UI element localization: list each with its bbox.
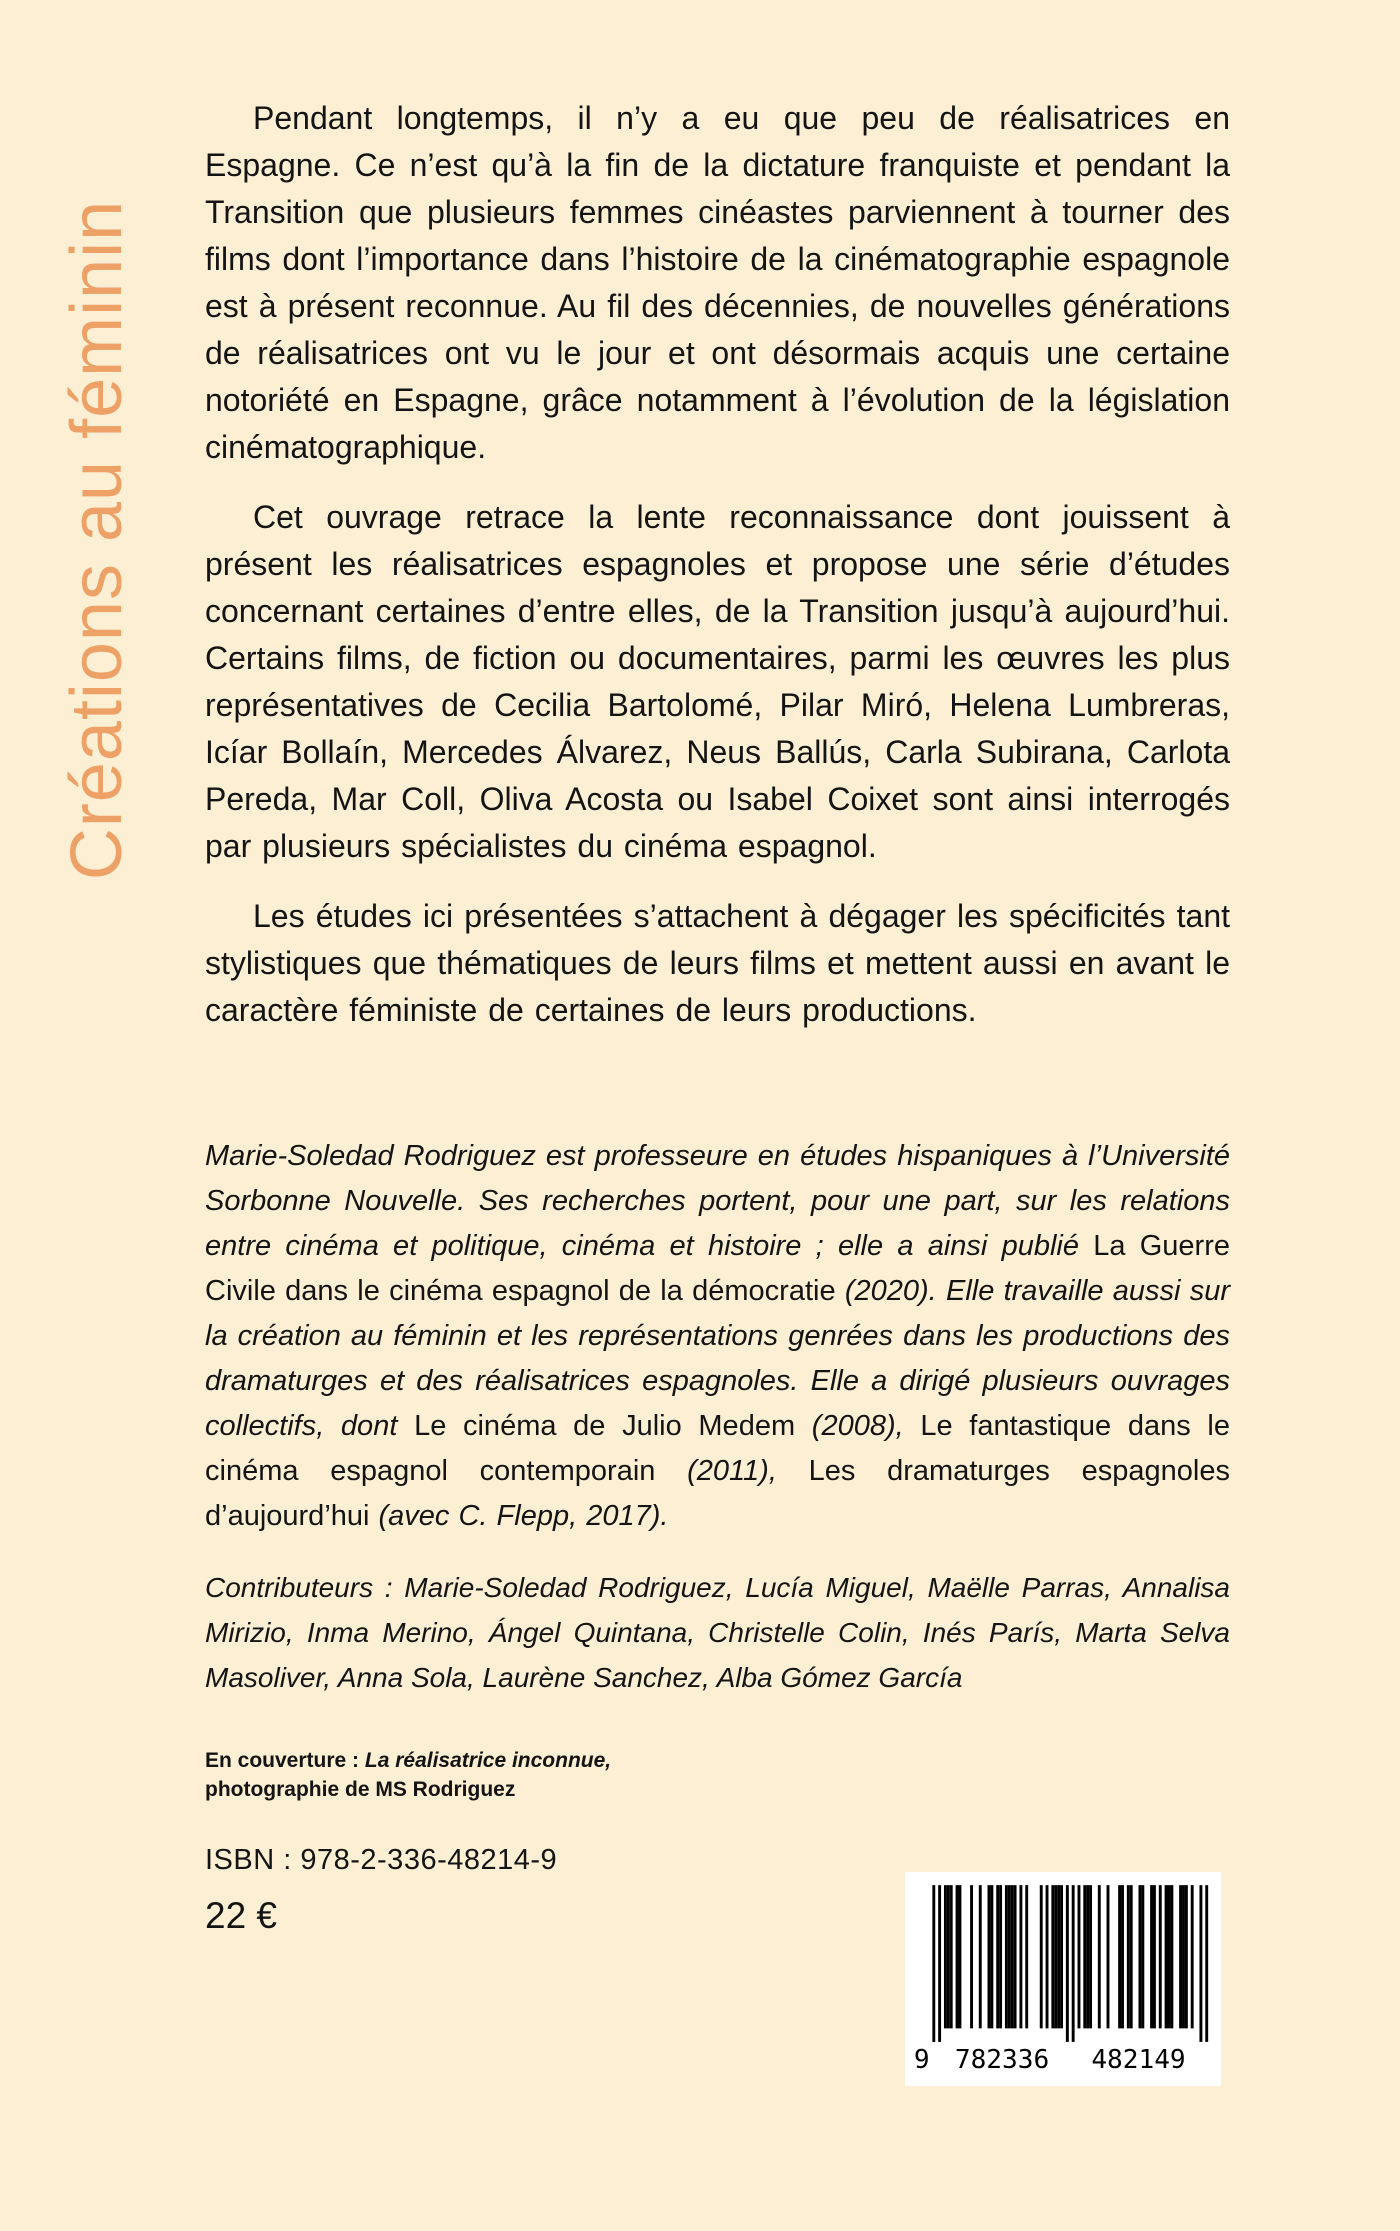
text-segment: La réalisatrice inconnue, bbox=[364, 1749, 612, 1772]
svg-text:782336: 782336 bbox=[954, 2044, 1050, 2075]
cover-photo-credit bbox=[205, 1746, 675, 1804]
contributors-list bbox=[205, 1565, 1230, 1700]
barcode-graphic bbox=[913, 1882, 1213, 2077]
back-cover-content bbox=[205, 95, 1230, 1937]
price-label: 22 € bbox=[205, 1895, 278, 1936]
isbn-number: ISBN : 978-2-336-48214-9 bbox=[205, 1844, 558, 1876]
synopsis-paragraph-3: Les études ici présentées s’attachent à dégager les spécificités tant stylistiques que thématiques de leurs films et mettent aussi en avant le caractère féministe de certaines de leurs productions. bbox=[205, 898, 1230, 1028]
author-bio bbox=[205, 1134, 1230, 1539]
synopsis-paragraph-1: Pendant longtemps, il n’y a eu que peu de réalisatrices en Espagne. Ce n’est qu’à la fin de la dictature franquiste et pendant la Transition que plusieurs femmes cinéastes parviennent à tourner des films dont l’importance dans l’histoire de la cinématographie espagnole est à présent reconnue. Au fil des décennies, de nouvelles générations de réalisatrices ont vu le jour et ont désormais acquis une certaine notoriété en Espagne, grâce notamment à l’évolution de la législation cinématographique. bbox=[205, 100, 1230, 465]
text-segment: Le cinéma de Julio Medem bbox=[414, 1410, 812, 1442]
barcode bbox=[905, 1872, 1221, 2086]
collection-spine-label: Créations au féminin bbox=[57, 199, 137, 881]
text-segment: Les dramaturges espagnoles d’aujourd’hui bbox=[205, 1455, 1231, 1532]
text-segment: (2008), bbox=[811, 1410, 921, 1442]
text-segment: (2020). Elle travaille aussi sur la création au féminin et les représentations genrées dans les productions des dramaturges et des réalisatrices espagnoles. Elle a dirigé plusieurs ouvrages collectifs, dont bbox=[205, 1275, 1230, 1442]
text-segment: photographie de MS Rodriguez bbox=[205, 1778, 516, 1801]
text-segment: (avec C. Flepp, 2017). bbox=[378, 1500, 669, 1532]
text-segment: Contributeurs : Marie-Soledad Rodriguez, Lucía Miguel, Maëlle Parras, Annalisa Mirizio, Inma Merino, Ángel Quintana, Christelle Colin, Inés París, Marta Selva Masoliver, Anna Sola, Laurène Sanchez, Alba Gómez García bbox=[205, 1572, 1230, 1693]
text-segment: En couverture : bbox=[205, 1749, 365, 1772]
svg-text:9: 9 bbox=[913, 2044, 930, 2075]
text-segment: Marie-Soledad Rodriguez est professeure en études hispaniques à l’Université Sorbonne Nouvelle. Ses recherches portent, pour une part, sur les relations entre cinéma et politique, cinéma et histoire ; elle a ainsi publié bbox=[205, 1140, 1230, 1262]
synopsis-paragraph-2: Cet ouvrage retrace la lente reconnaissance dont jouissent à présent les réalisatrices espagnoles et propose une série d’études concernant certaines d’entre elles, de la Transition jusqu’à aujourd’hui. Certains films, de fiction ou documentaires, parmi les œuvres les plus représentatives de Cecilia Bartolomé, Pilar Miró, Helena Lumbreras, Icíar Bollaín, Mercedes Álvarez, Neus Ballús, Carla Subirana, Carlota Pereda, Mar Coll, Oliva Acosta ou Isabel Coixet sont ainsi interrogés par plusieurs spécialistes du cinéma espagnol. bbox=[205, 499, 1230, 864]
text-segment: Le fantastique dans le cinéma espagnol contemporain bbox=[205, 1410, 1230, 1487]
text-segment: La Guerre Civile dans le cinéma espagnol de la démocratie bbox=[205, 1230, 1230, 1307]
svg-text:482149: 482149 bbox=[1091, 2044, 1186, 2075]
text-segment: (2011), bbox=[687, 1455, 809, 1487]
